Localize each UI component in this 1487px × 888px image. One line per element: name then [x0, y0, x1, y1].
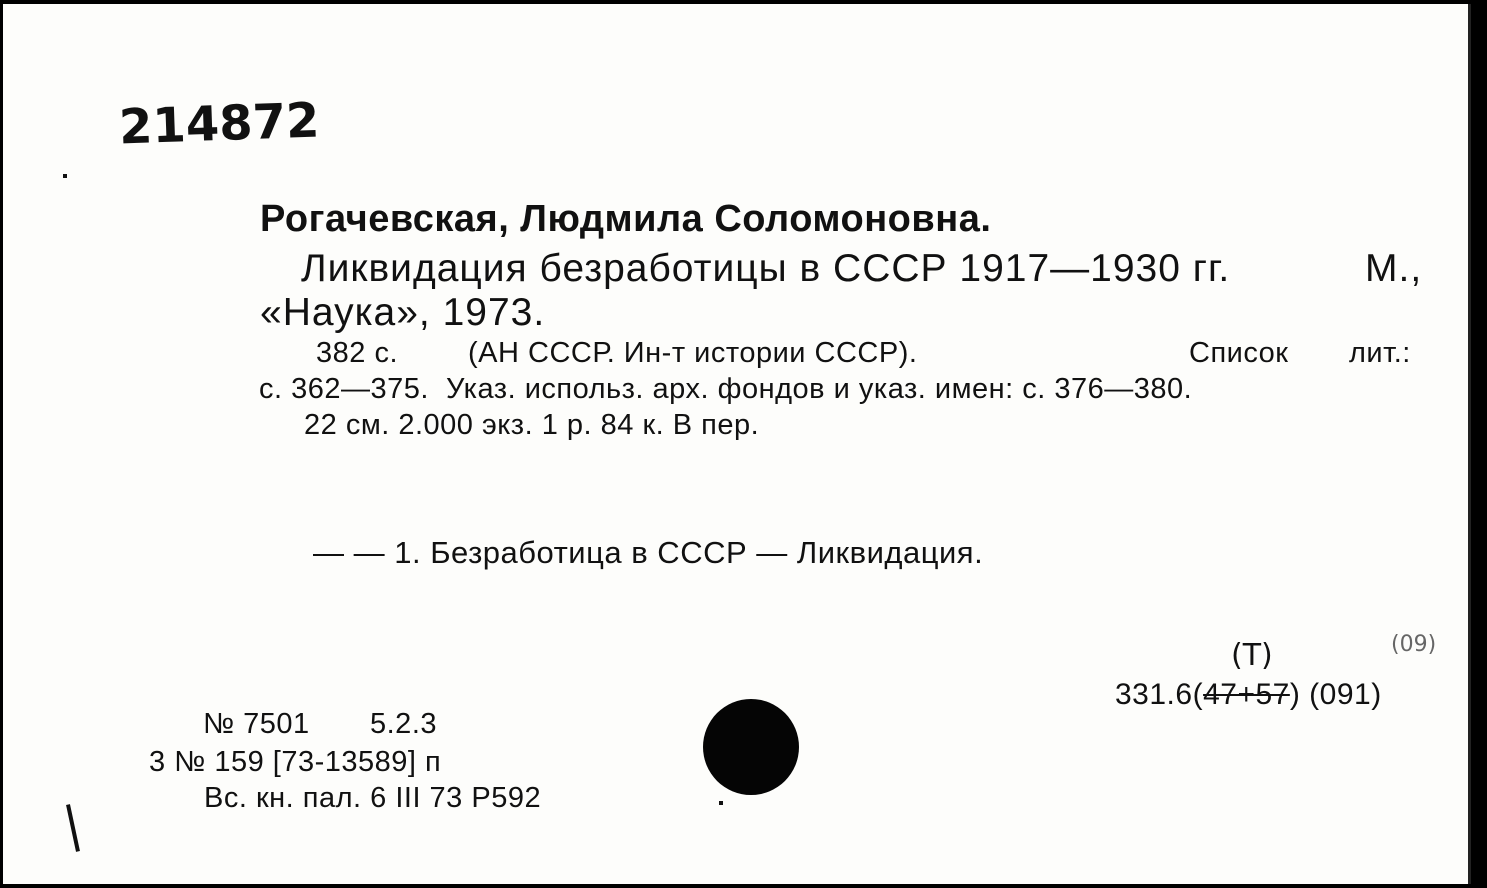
desc-line-3: 22 см. 2.000 экз. 1 р. 84 к. В пер. — [304, 409, 760, 441]
title-line-1: Ликвидация безработицы в СССР 1917—1930 гг. — [301, 247, 1231, 290]
desc-series: (АН СССР. Ин-т истории СССР). — [468, 337, 918, 369]
desc-line-2: с. 362—375. Указ. использ. арх. фондов и указ. имен: с. 376—380. — [259, 373, 1193, 405]
desc-bib-label: Список — [1189, 337, 1289, 369]
margin-stroke — [66, 804, 80, 852]
stray-mark — [719, 801, 723, 805]
print-info: 3 № 159 [73-13589] п — [149, 746, 442, 778]
accession-number: 214872 — [118, 92, 321, 156]
catalog-card — [3, 4, 1471, 884]
classification-annotation: (Т) — [1231, 638, 1273, 673]
order-code: 5.2.3 — [370, 708, 437, 740]
punch-hole — [703, 699, 799, 795]
order-number: № 7501 — [203, 708, 310, 740]
chamber-info: Вс. кн. пал. 6 III 73 Р592 — [204, 782, 542, 814]
classification-suffix: ) (091) — [1289, 678, 1382, 711]
classification-struck: 47+57 — [1203, 678, 1290, 711]
subject-heading: — — 1. Безработица в СССР — Ликвидация. — [313, 535, 984, 570]
title-place: М., — [1365, 247, 1423, 290]
classification-index — [1115, 680, 1382, 710]
desc-pages: 382 с. — [316, 337, 398, 369]
title-line-2: «Наука», 1973. — [260, 291, 546, 334]
stray-mark — [63, 174, 67, 178]
author-heading: Рогачевская, Людмила Соломоновна. — [260, 198, 992, 240]
classification-prefix: 331.6( — [1115, 678, 1204, 711]
desc-bib-abbr: лит.: — [1349, 337, 1411, 369]
classification-annotation-right: (09) — [1391, 632, 1437, 657]
